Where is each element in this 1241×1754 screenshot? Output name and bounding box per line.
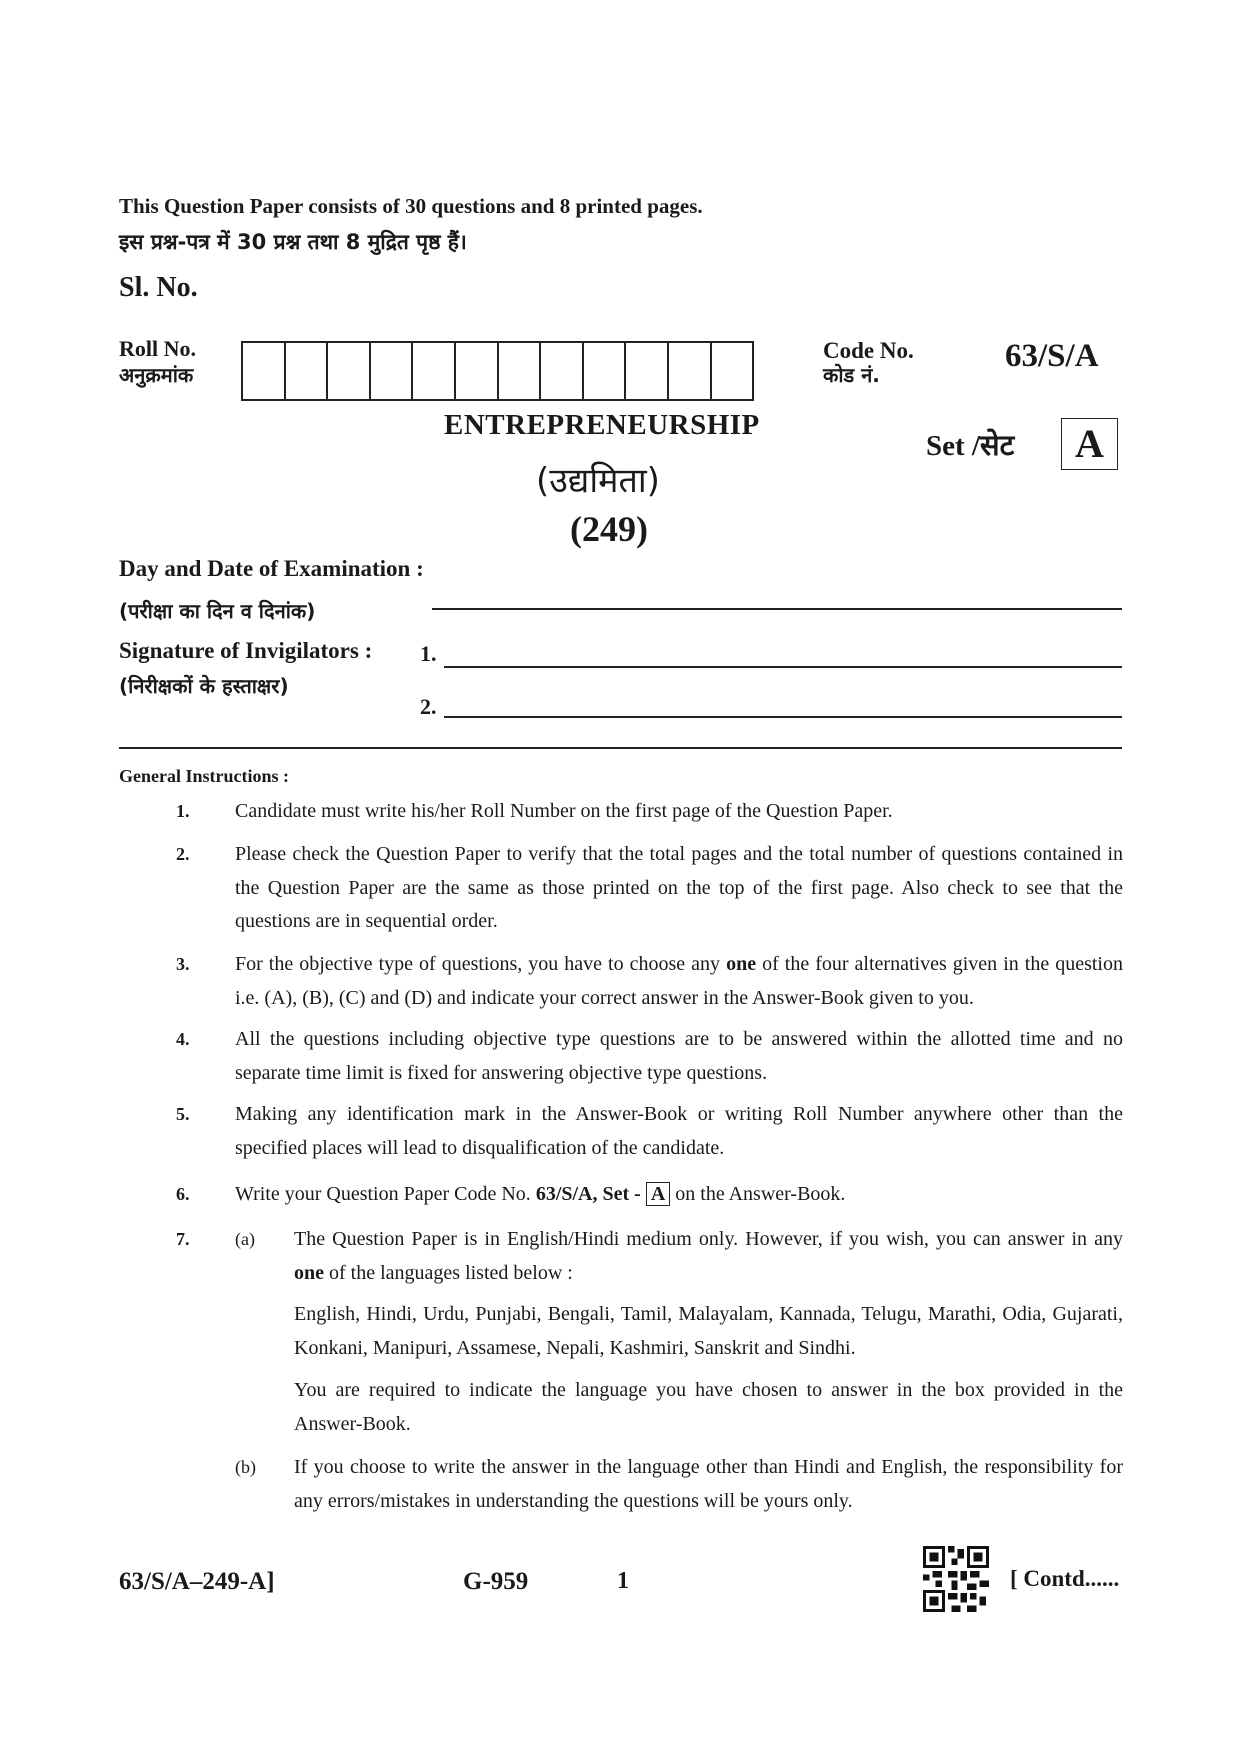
code-number-label-hi: कोड नं.	[823, 363, 880, 387]
continued-label: [ Contd......	[1010, 1566, 1120, 1591]
subject-title: ENTREPRENEURSHIP	[444, 409, 760, 441]
instruction-number: 6.	[176, 1184, 190, 1204]
roll-number-digit-box[interactable]	[541, 343, 584, 399]
instruction-text: Candidate must write his/her Roll Number on the first page of the Question Paper.	[235, 800, 893, 822]
set-label-hi: सेट	[979, 428, 1015, 462]
roll-number-label-hi: अनुक्रमांक	[119, 363, 194, 387]
roll-number-digit-box[interactable]	[456, 343, 499, 399]
signature-1-field[interactable]	[444, 666, 1122, 668]
instruction-text-part: The Question Paper is in English/Hindi medium only. However, if you wish, you can answer in any	[294, 1228, 1123, 1250]
exam-date-label-hindi: (परीक्षा का दिन व दिनांक)	[119, 599, 316, 623]
set-inline-box: A	[646, 1182, 670, 1206]
instruction-text-part: of the four alternatives given in the question i.e. (A), (B), (C) and (D) and indicate your correct answer in the Answer-Book given to you.	[235, 953, 1123, 1009]
set-box: A	[1061, 418, 1118, 470]
instruction-text-part: of the languages listed below :	[324, 1261, 573, 1284]
instruction-text: Please check the Question Paper to verify that the total pages and the total number of questions contained in the Question Paper are the same as those printed on the top of the first page. Also check to see that the questions are in sequential order.	[235, 843, 1123, 932]
instruction-emphasis: one	[294, 1261, 324, 1284]
header-divider	[119, 747, 1122, 749]
paper-info-english: This Question Paper consists of 30 questions and 8 printed pages.	[119, 194, 703, 218]
instruction-text-part: on the Answer-Book.	[670, 1183, 846, 1205]
sub-instruction-label: (a)	[235, 1229, 255, 1249]
signature-2-field[interactable]	[444, 716, 1122, 718]
code-number-label	[823, 338, 914, 388]
code-number-label-en: Code No.	[823, 338, 914, 363]
roll-number-boxes[interactable]	[241, 341, 754, 401]
signature-2-number: 2.	[420, 694, 437, 719]
invigilator-signature-label: Signature of Invigilators :	[119, 638, 373, 663]
exam-date-label: Day and Date of Examination :	[119, 556, 424, 581]
exam-date-field[interactable]	[432, 608, 1122, 610]
set-label-en: Set /	[926, 430, 980, 462]
signature-1-number: 1.	[420, 641, 437, 666]
serial-number-label: Sl. No.	[119, 272, 198, 303]
roll-number-label-en: Roll No.	[119, 336, 196, 361]
set-label	[926, 425, 1014, 464]
roll-number-label	[119, 336, 196, 388]
qr-code-icon	[923, 1546, 989, 1612]
instruction-number: 2.	[176, 844, 190, 864]
page-number: 1	[617, 1568, 629, 1594]
footer-paper-code: 63/S/A–249-A]	[119, 1568, 275, 1595]
roll-number-digit-box[interactable]	[499, 343, 542, 399]
instruction-text	[235, 948, 1123, 1015]
roll-number-digit-box[interactable]	[669, 343, 712, 399]
instruction-number: 4.	[176, 1029, 190, 1049]
roll-number-digit-box[interactable]	[584, 343, 627, 399]
instruction-text-part: For the objective type of questions, you have to choose any	[235, 953, 727, 975]
subject-title-hindi: (उद्यमिता)	[536, 461, 660, 501]
instruction-emphasis: 63/S/A, Set -	[535, 1183, 646, 1205]
instructions-title: General Instructions :	[119, 766, 289, 786]
paper-info-hindi: इस प्रश्न-पत्र में 30 प्रश्न तथा 8 मुद्रित पृष्ठ हैं।	[119, 230, 467, 254]
invigilator-signature-label-hindi: (निरीक्षकों के हस्ताक्षर)	[119, 674, 289, 698]
instruction-text-part: Write your Question Paper Code No.	[235, 1183, 536, 1205]
subject-code: (249)	[570, 509, 648, 549]
sub-instruction-label: (b)	[235, 1457, 256, 1477]
instruction-text: Making any identification mark in the Answer-Book or writing Roll Number anywhere other than the specified places will lead to disqualification of the candidate.	[235, 1103, 1123, 1159]
instruction-emphasis: one	[726, 953, 757, 975]
footer-batch-code: G-959	[463, 1568, 529, 1595]
instruction-number: 7.	[176, 1229, 190, 1249]
instruction-text: All the questions including objective type questions are to be answered within the allotted time and no separate time limit is fixed for answering objective type questions.	[235, 1028, 1123, 1084]
roll-number-digit-box[interactable]	[413, 343, 456, 399]
languages-list: English, Hindi, Urdu, Punjabi, Bengali, Tamil, Malayalam, Kannada, Telugu, Marathi, Odia, Gujarati, Konkani, Manipuri, Assamese, Nepali, Kashmiri, Sanskrit and Sindhi.	[294, 1303, 1123, 1359]
language-note: You are required to indicate the language you have chosen to answer in the box provided in the Answer-Book.	[294, 1379, 1123, 1435]
roll-number-digit-box[interactable]	[371, 343, 414, 399]
sub-instruction-text	[294, 1223, 1123, 1290]
instruction-number: 3.	[176, 954, 190, 974]
roll-number-digit-box[interactable]	[328, 343, 371, 399]
instruction-number: 1.	[176, 801, 190, 821]
roll-number-digit-box[interactable]	[243, 343, 286, 399]
roll-number-digit-box[interactable]	[286, 343, 329, 399]
roll-number-digit-box[interactable]	[626, 343, 669, 399]
code-number-value: 63/S/A	[1005, 338, 1099, 374]
roll-number-digit-box[interactable]	[712, 343, 755, 399]
instruction-number: 5.	[176, 1104, 190, 1124]
instruction-text	[235, 1178, 1123, 1212]
sub-instruction-text: If you choose to write the answer in the language other than Hindi and English, the responsibility for any errors/mistakes in understanding the questions will be yours only.	[294, 1456, 1123, 1512]
